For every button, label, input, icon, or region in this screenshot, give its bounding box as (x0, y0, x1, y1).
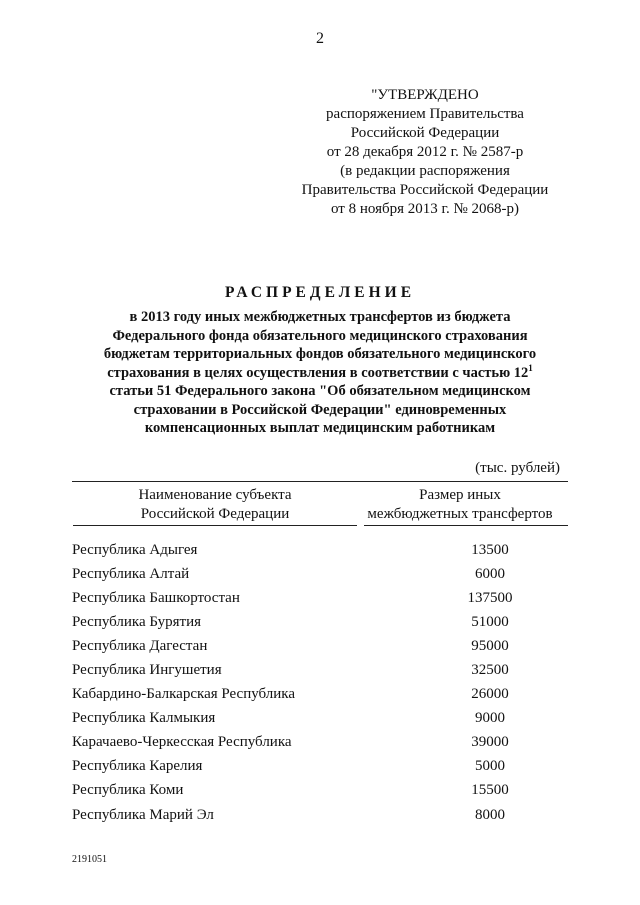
region-name: Республика Дагестан (72, 637, 208, 654)
transfer-amount: 137500 (467, 589, 513, 606)
transfer-amount: 13500 (471, 541, 509, 558)
transfer-amount: 51000 (471, 613, 509, 630)
subtitle-line: в 2013 году иных межбюджетных трансфертов из бюджета (129, 309, 511, 325)
transfer-amount: 9000 (475, 710, 505, 727)
subtitle-line: компенсационных выплат медицинским работникам (144, 420, 496, 436)
table-row (72, 803, 568, 827)
column-header-region (100, 486, 330, 524)
approval-stamp (290, 86, 560, 219)
table-row (72, 610, 568, 634)
approval-line: от 8 ноября 2013 г. № 2068-р) (330, 201, 520, 217)
subtitle-line-text: страхования в целях осуществления в соответствии с частью 12 (107, 364, 529, 381)
subtitle-line: Федерального фонда обязательного медицинского страхования (112, 327, 528, 344)
region-name: Республика Бурятия (72, 613, 202, 630)
transfer-amount: 95000 (471, 637, 509, 654)
transfer-amount: 8000 (475, 806, 505, 823)
header-underline (364, 525, 568, 526)
region-name: Республика Калмыкия (72, 710, 216, 727)
transfer-amount: 26000 (471, 686, 509, 703)
approval-line: Правительства Российской Федерации (301, 182, 549, 198)
table-row (72, 562, 568, 586)
units-label: (тыс. рублей) (475, 460, 560, 476)
table-row (72, 707, 568, 731)
transfer-amount: 6000 (475, 565, 505, 582)
transfer-amount: 15500 (471, 782, 509, 799)
table-row (72, 731, 568, 755)
subtitle-line: статьи 51 Федерального закона "Об обязательном медицинском (109, 383, 531, 399)
region-name: Республика Ингушетия (72, 662, 222, 679)
document-subtitle (70, 308, 570, 438)
document-title: РАСПРЕДЕЛЕНИЕ (224, 284, 416, 301)
table-row (72, 586, 568, 610)
table-row (72, 779, 568, 803)
transfer-amount: 5000 (475, 758, 505, 775)
column-header-amount (355, 486, 565, 524)
page-number: 2 (316, 30, 324, 47)
region-name: Карачаево-Черкесская Республика (72, 734, 292, 751)
subtitle-line (70, 364, 570, 383)
transfer-amount: 39000 (471, 734, 509, 751)
superscript: 1 (528, 362, 533, 373)
region-name: Республика Алтай (72, 565, 190, 582)
region-name: Республика Коми (72, 782, 184, 799)
region-name: Кабардино-Балкарская Республика (72, 686, 296, 703)
column-header-line: Размер иных (419, 487, 501, 503)
region-name: Республика Адыгея (72, 541, 198, 558)
subtitle-line: страховании в Российской Федерации" единовременных (133, 401, 507, 418)
subtitle-line: бюджетам территориальных фондов обязательного медицинского (103, 346, 537, 362)
approval-line: Российской Федерации (350, 125, 500, 141)
column-header-line: межбюджетных трансфертов (367, 506, 553, 522)
header-underline (73, 525, 357, 526)
document-code: 2191051 (72, 854, 107, 865)
approval-line: "УТВЕРЖДЕНО (371, 87, 479, 103)
transfer-amount: 32500 (471, 662, 509, 679)
region-name: Республика Марий Эл (72, 806, 214, 823)
table-row (72, 683, 568, 707)
approval-line: от 28 декабря 2012 г. № 2587-р (326, 144, 524, 160)
region-name: Республика Башкортостан (72, 589, 240, 606)
table-row (72, 755, 568, 779)
table-row (72, 634, 568, 658)
approval-line: (в редакции распоряжения (340, 163, 510, 179)
column-header-line: Российской Федерации (140, 506, 290, 522)
table-top-rule (72, 481, 568, 482)
table-row (72, 538, 568, 562)
table-body (72, 538, 568, 827)
column-header-line: Наименование субъекта (138, 487, 292, 503)
approval-line: распоряжением Правительства (326, 106, 524, 122)
region-name: Республика Карелия (72, 758, 203, 775)
table-row (72, 658, 568, 682)
